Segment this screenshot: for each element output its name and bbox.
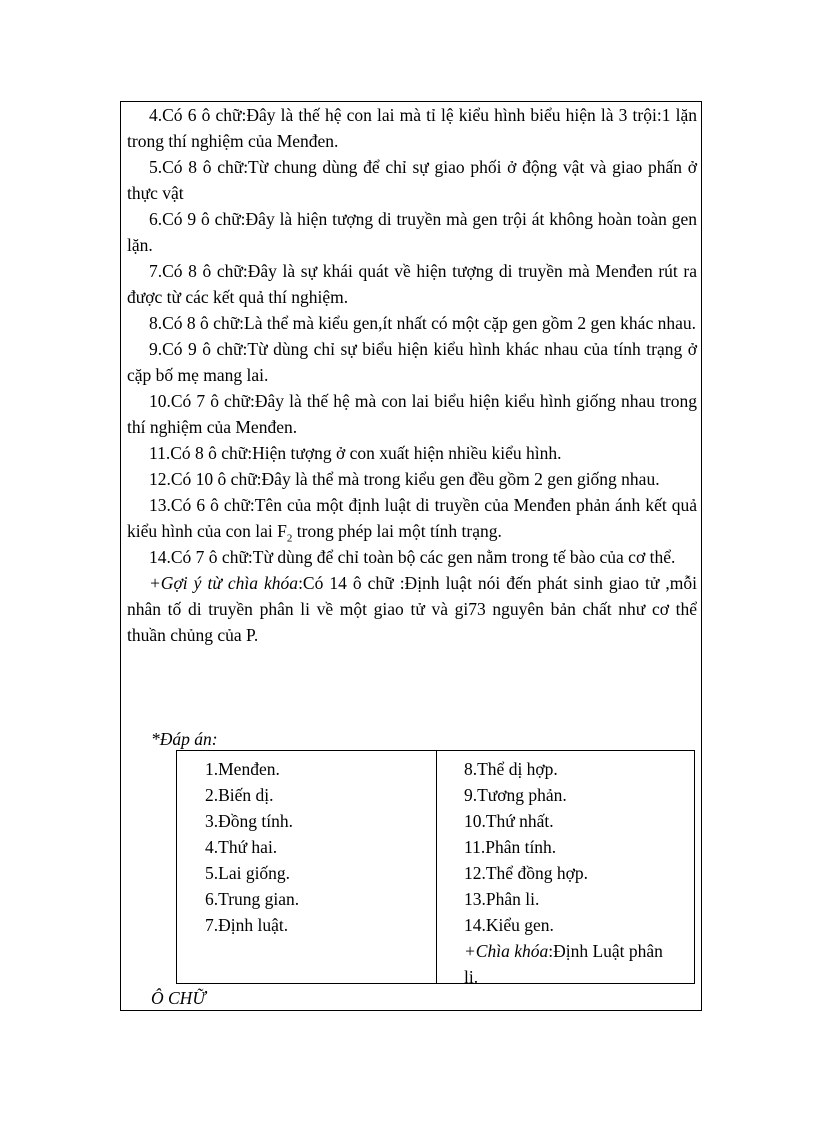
question-11: 11.Có 8 ô chữ:Hiện tượng ở con xuất hiện nhiều kiểu hình.: [149, 443, 562, 463]
answer-item: 3.Đồng tính.: [205, 811, 293, 831]
answer-item: 9.Tương phản.: [463, 785, 567, 805]
question-9: 9.Có 9 ô chữ:Từ dùng chỉ sự biểu hiện kiểu hình khác nhau của tính trạng ở cặp bố mẹ mang lai.: [127, 339, 697, 385]
question-14: 14.Có 7 ô chữ:Từ dùng để chỉ toàn bộ các gen nằm trong tế bào của cơ thể.: [149, 547, 676, 567]
question-12: 12.Có 10 ô chữ:Đây là thể mà trong kiểu gen đều gồm 2 gen giống nhau.: [149, 469, 660, 489]
hint-text: :Có 14 ô chữ :Định luật nói đến phát sinh giao tử ,mỗi nhân tố di truyền phân li về một giao tử và gi73 nguyên bản chất như cơ thể thuần chủng của P.: [127, 573, 697, 645]
key-answer-text: :Định Luật phân: [548, 941, 663, 961]
question-4: 4.Có 6 ô chữ:Đây là thế hệ con lai mà tỉ lệ kiểu hình biểu hiện là 3 trội:1 lặn trong thí nghiệm của Menđen.: [127, 105, 697, 151]
question-list: [127, 102, 697, 648]
answer-item: 12.Thể đồng hợp.: [463, 863, 588, 883]
answer-item: 8.Thể dị hợp.: [463, 759, 558, 779]
question-6: 6.Có 9 ô chữ:Đây là hiện tượng di truyền mà gen trội át không hoàn toàn gen lặn.: [127, 209, 697, 255]
hint-label: +Gợi ý từ chìa khóa: [149, 573, 299, 593]
answer-item: 14.Kiểu gen.: [463, 915, 554, 935]
answer-item: 11.Phân tính.: [463, 837, 557, 857]
answer-item: 7.Định luật.: [205, 915, 289, 935]
answer-item: 6.Trung gian.: [205, 889, 300, 909]
question-5: 5.Có 8 ô chữ:Từ chung dùng để chỉ sự giao phối ở động vật và giao phấn ở thực vật: [127, 157, 697, 203]
keyword-hint: [127, 570, 697, 648]
answer-item: 13.Phân li.: [463, 889, 540, 909]
key-answer: [464, 938, 690, 964]
section-heading: Ô CHỮ: [151, 988, 206, 1008]
key-answer-label: +Chìa khóa: [463, 941, 549, 961]
answer-item: 10.Thứ nhất.: [463, 811, 554, 831]
key-answer-continuation: li.: [463, 967, 479, 987]
answer-table: [176, 750, 695, 987]
answer-column-left: [177, 751, 437, 983]
question-8: 8.Có 8 ô chữ:Là thể mà kiểu gen,ít nhất có một cặp gen gồm 2 gen khác nhau.: [149, 313, 696, 333]
question-10: 10.Có 7 ô chữ:Đây là thế hệ mà con lai biểu hiện kiểu hình giống nhau trong thí nghiệm của Menđen.: [127, 391, 697, 437]
subscript-2: 2: [286, 532, 293, 545]
answer-item: 1.Menđen.: [205, 759, 280, 779]
answer-label: *Đáp án:: [151, 729, 218, 749]
answer-item: 4.Thứ hai.: [205, 837, 278, 857]
answer-column-right: [437, 751, 694, 987]
answer-item: 2.Biến dị.: [205, 785, 274, 805]
answer-item: 5.Lai giống.: [205, 863, 291, 883]
question-13: 13.Có 6 ô chữ:Tên của một định luật di truyền của Menđen phản ánh kết quả kiểu hình của con lai $F_2$ trong phép lai một tính trạng.: [127, 495, 697, 545]
question-7: 7.Có 8 ô chữ:Đây là sự khái quát về hiện tượng di truyền mà Menđen rút ra được từ các kết quả thí nghiệm.: [127, 261, 697, 307]
